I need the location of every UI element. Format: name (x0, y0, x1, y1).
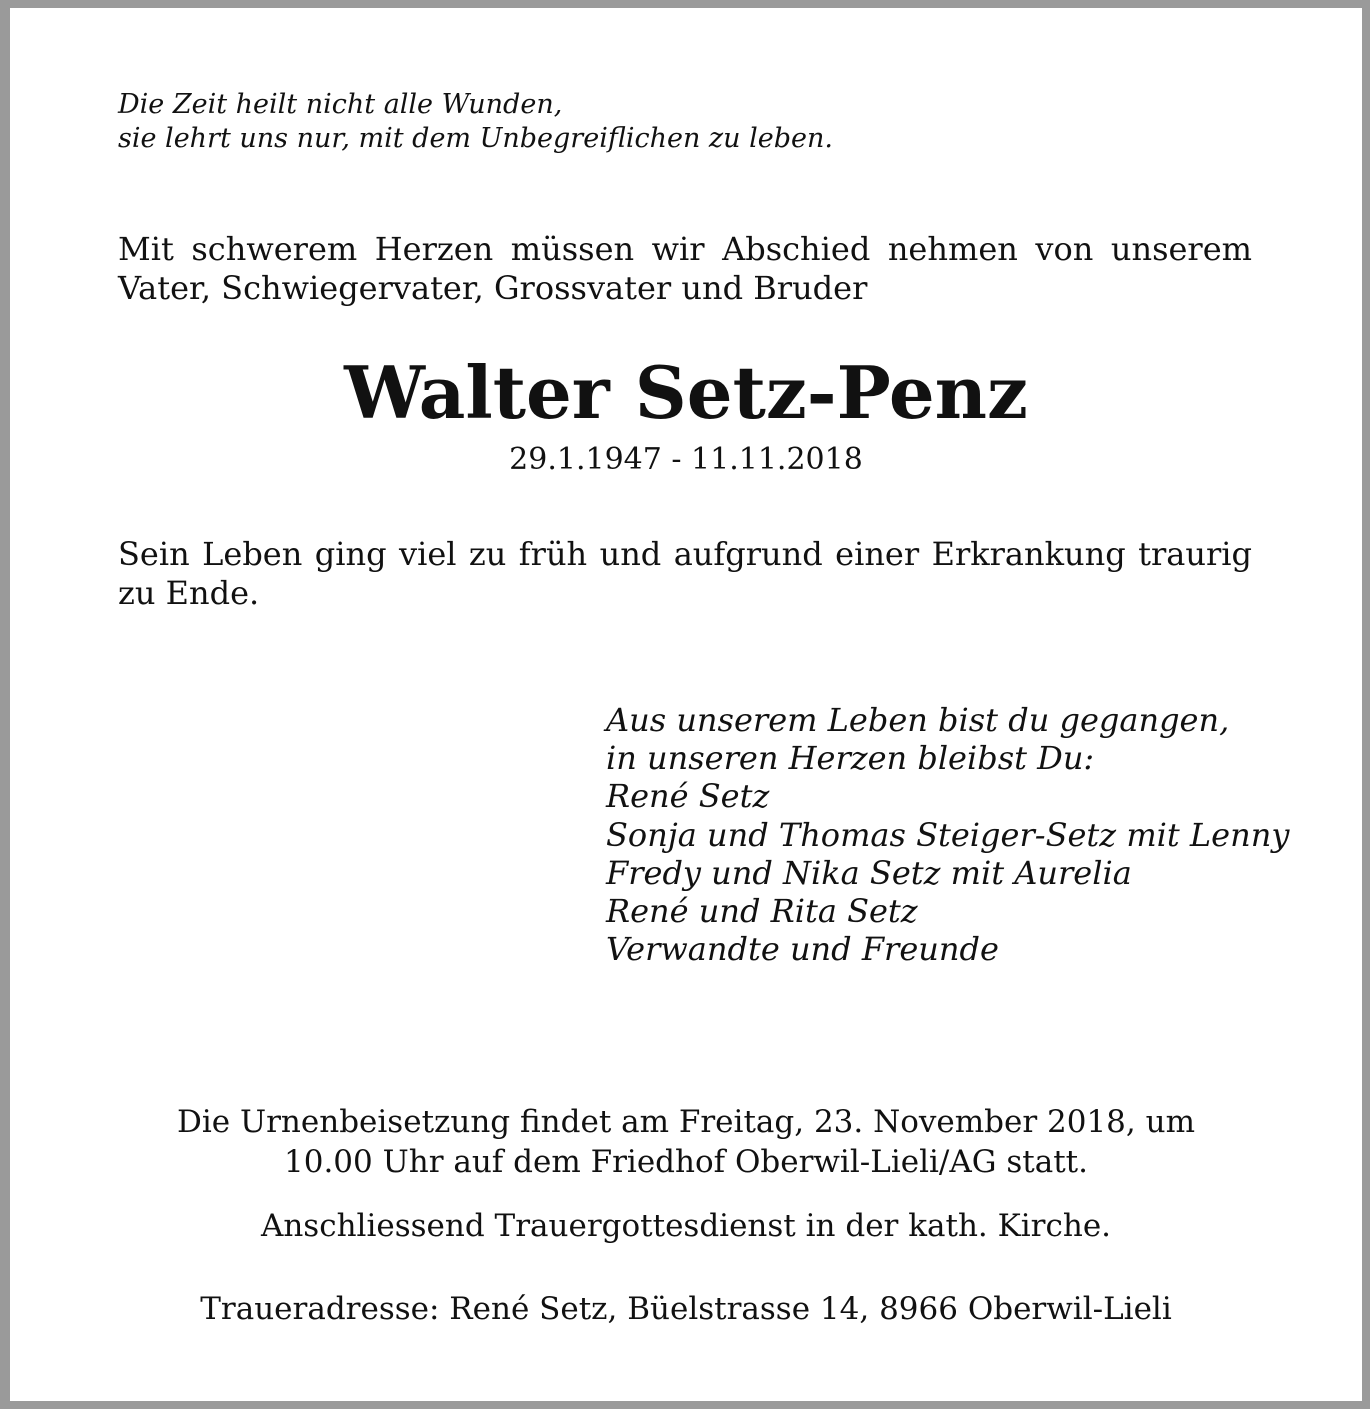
mourning-address: Traueradresse: René Setz, Büelstrasse 14, 8966 Oberwil-Lieli (200, 1291, 1172, 1327)
notice-line: Die Urnenbeisetzung findet am Freitag, 23. November 2018, um (177, 1104, 1195, 1140)
life-text (118, 535, 1252, 613)
notice-line: 10.00 Uhr auf dem Friedhof Oberwil-Lieli/AG statt. (284, 1144, 1088, 1180)
service-notice: Anschliessend Trauergottesdienst in der kath. Kirche. (260, 1208, 1112, 1244)
mourner-name: René und Rita Setz (606, 892, 918, 931)
mourner-name: Sonja und Thomas Steiger-Setz mit Lenny (606, 815, 1290, 854)
intro-line: Mit schwerem Herzen müssen wir Abschied nehmen von unserem (118, 230, 1252, 268)
motto-line: Die Zeit heilt nicht alle Wunden, (118, 89, 563, 120)
mourners-list (606, 701, 1289, 968)
life-line: zu Ende. (118, 574, 260, 612)
mourner-name: Verwandte und Freunde (606, 930, 999, 969)
life-line: Sein Leben ging viel zu früh und aufgrund einer Erkrankung traurig (118, 535, 1252, 573)
mourners-line: in unseren Herzen bleibst Du: (606, 739, 1095, 778)
motto-line: sie lehrt uns nur, mit dem Unbegreiflichen zu leben. (118, 123, 833, 154)
mourners-line: Aus unserem Leben bist du gegangen, (606, 701, 1230, 739)
intro-line: Vater, Schwiegervater, Grossvater und Bruder (118, 269, 868, 307)
motto-quote (118, 88, 833, 156)
deceased-name: Walter Setz-Penz (344, 350, 1028, 435)
mourner-name: Fredy und Nika Setz mit Aurelia (606, 853, 1132, 892)
mourner-name: René Setz (606, 777, 770, 816)
obituary-page (10, 8, 1362, 1401)
burial-notice (10, 1102, 1362, 1182)
deceased-dates: 29.1.1947 - 11.11.2018 (509, 442, 863, 477)
intro-text (118, 230, 1252, 308)
